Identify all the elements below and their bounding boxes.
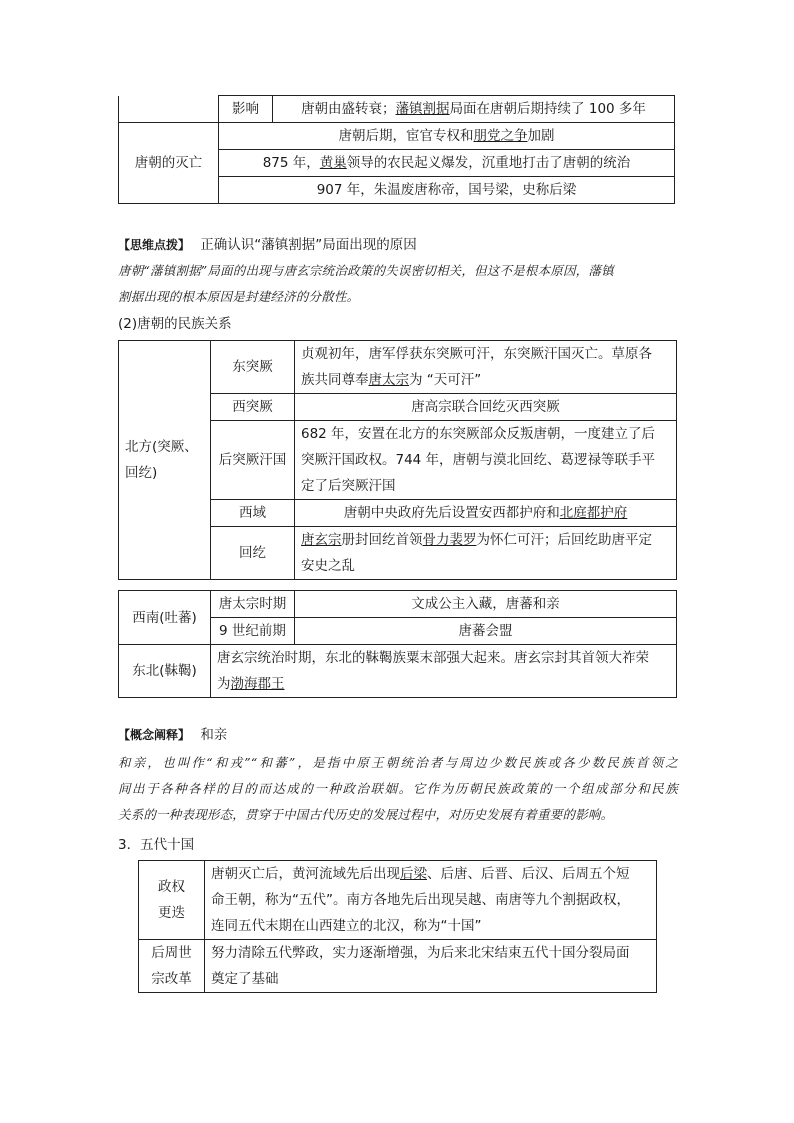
cell-xinan-head: 西南(吐蕃) bbox=[119, 591, 211, 645]
concept-heading bbox=[118, 722, 227, 748]
cell-impact-label: 影响 bbox=[219, 96, 273, 123]
cell-impact-text: 唐朝由盛转衰；藩镇割据局面在唐朝后期持续了 100 多年 bbox=[273, 96, 675, 123]
cell-huihe: 回纥 bbox=[211, 527, 295, 580]
cell-dong-tujue: 东突厥 bbox=[211, 341, 295, 394]
cell-fall-3: 907 年，朱温废唐称帝，国号梁，史称后梁 bbox=[219, 177, 675, 204]
section-heading-ethnic: (2)唐朝的民族关系 bbox=[118, 316, 232, 332]
concept-body-line-1: 和亲，也叫作“和戎”“和蕃”，是指中原王朝统治者与周边少数民族或各少数民族首领之 bbox=[118, 755, 678, 770]
tip-thinking-heading bbox=[118, 232, 417, 258]
tip-body-line-1: 唐朝“藩镇割据”局面的出现与唐玄宗统治政策的失误密切相关，但这不是根本原因，藩镇 bbox=[118, 263, 614, 278]
cell-tang-taizong-text: 文成公主入藏，唐蕃和亲 bbox=[295, 591, 677, 618]
tang-fall-table bbox=[118, 95, 675, 204]
cell-dong-tujue-text: 贞观初年，唐军俘获东突厥可汗，东突厥汗国灭亡。草原各 族共同尊奉唐太宗为 “天可汗” bbox=[295, 341, 677, 394]
cell-xi-tujue: 西突厥 bbox=[211, 394, 295, 421]
cell-xi-tujue-text: 唐高宗联合回纥灭西突厥 bbox=[295, 394, 677, 421]
ethnic-relations-table bbox=[118, 340, 677, 580]
cell-reform-head: 后周世 宗改革 bbox=[139, 940, 205, 993]
concept-body-line-3: 关系的一种表现形态，贯穿于中国古代历史的发展过程中，对历史发展有着重要的影响。 bbox=[118, 807, 614, 822]
concept-title: 和亲 bbox=[200, 727, 228, 743]
ethnic-relations-table-south bbox=[118, 590, 677, 698]
cell-regime-change-head: 政权 更迭 bbox=[139, 861, 205, 940]
cell-tang-fall-head: 唐朝的灭亡 bbox=[119, 123, 219, 204]
concept-body-line-2: 间出于各种各样的目的而达成的一种政治联姻。它作为历朝民族政策的一个组成部分和民族 bbox=[118, 781, 678, 796]
cell-huihe-text: 唐玄宗册封回纥首领骨力裴罗为怀仁可汗；后回纥助唐平定 安史之乱 bbox=[295, 527, 677, 580]
cell-fall-1: 唐朝后期，宦官专权和朋党之争加剧 bbox=[219, 123, 675, 150]
cell-xiyu: 西域 bbox=[211, 500, 295, 527]
cell-dongbei-head: 东北(靺鞨) bbox=[119, 645, 211, 698]
tip-label: 【思维点拨】 bbox=[118, 238, 191, 252]
tip-body-line-2: 割据出现的根本原因是封建经济的分散性。 bbox=[118, 289, 360, 304]
cell-regime-change-text: 唐朝灭亡后，黄河流域先后出现后梁、后唐、后晋、后汉、后周五个短 命王朝，称为“五代”。南方各地先后出现吴越、南唐等九个割据政权， 连同五代末期在山西建立的北汉，称为“十国” bbox=[205, 861, 657, 940]
cell-hou-tujue: 后突厥汗国 bbox=[211, 421, 295, 500]
cell-north-head: 北方(突厥、 回纥) bbox=[119, 341, 211, 580]
cell-hou-tujue-text: 682 年，安置在北方的东突厥部众反叛唐朝，一度建立了后 突厥汗国政权。744 年，唐朝与漠北回纥、葛逻禄等联手平 定了后突厥汗国 bbox=[295, 421, 677, 500]
five-dynasties-table bbox=[138, 860, 657, 993]
section-heading-five-dynasties: 3．五代十国 bbox=[118, 837, 195, 853]
cell-fall-2: 875 年，黄巢领导的农民起义爆发，沉重地打击了唐朝的统治 bbox=[219, 150, 675, 177]
cell-tang-taizong: 唐太宗时期 bbox=[211, 591, 295, 618]
cell-mohe-text: 唐玄宗统治时期，东北的靺鞨族粟末部强大起来。唐玄宗封其首领大祚荣 为渤海郡王 bbox=[211, 645, 677, 698]
concept-label: 【概念阐释】 bbox=[118, 728, 191, 742]
cell-reform-text: 努力清除五代弊政，实力逐渐增强，为后来北宋结束五代十国分裂局面 奠定了基础 bbox=[205, 940, 657, 993]
cell-ninth-century-text: 唐蕃会盟 bbox=[295, 618, 677, 645]
cell-ninth-century: 9 世纪前期 bbox=[211, 618, 295, 645]
tip-title: 正确认识“藩镇割据”局面出现的原因 bbox=[200, 237, 417, 253]
cell-xiyu-text: 唐朝中央政府先后设置安西都护府和北庭都护府 bbox=[295, 500, 677, 527]
